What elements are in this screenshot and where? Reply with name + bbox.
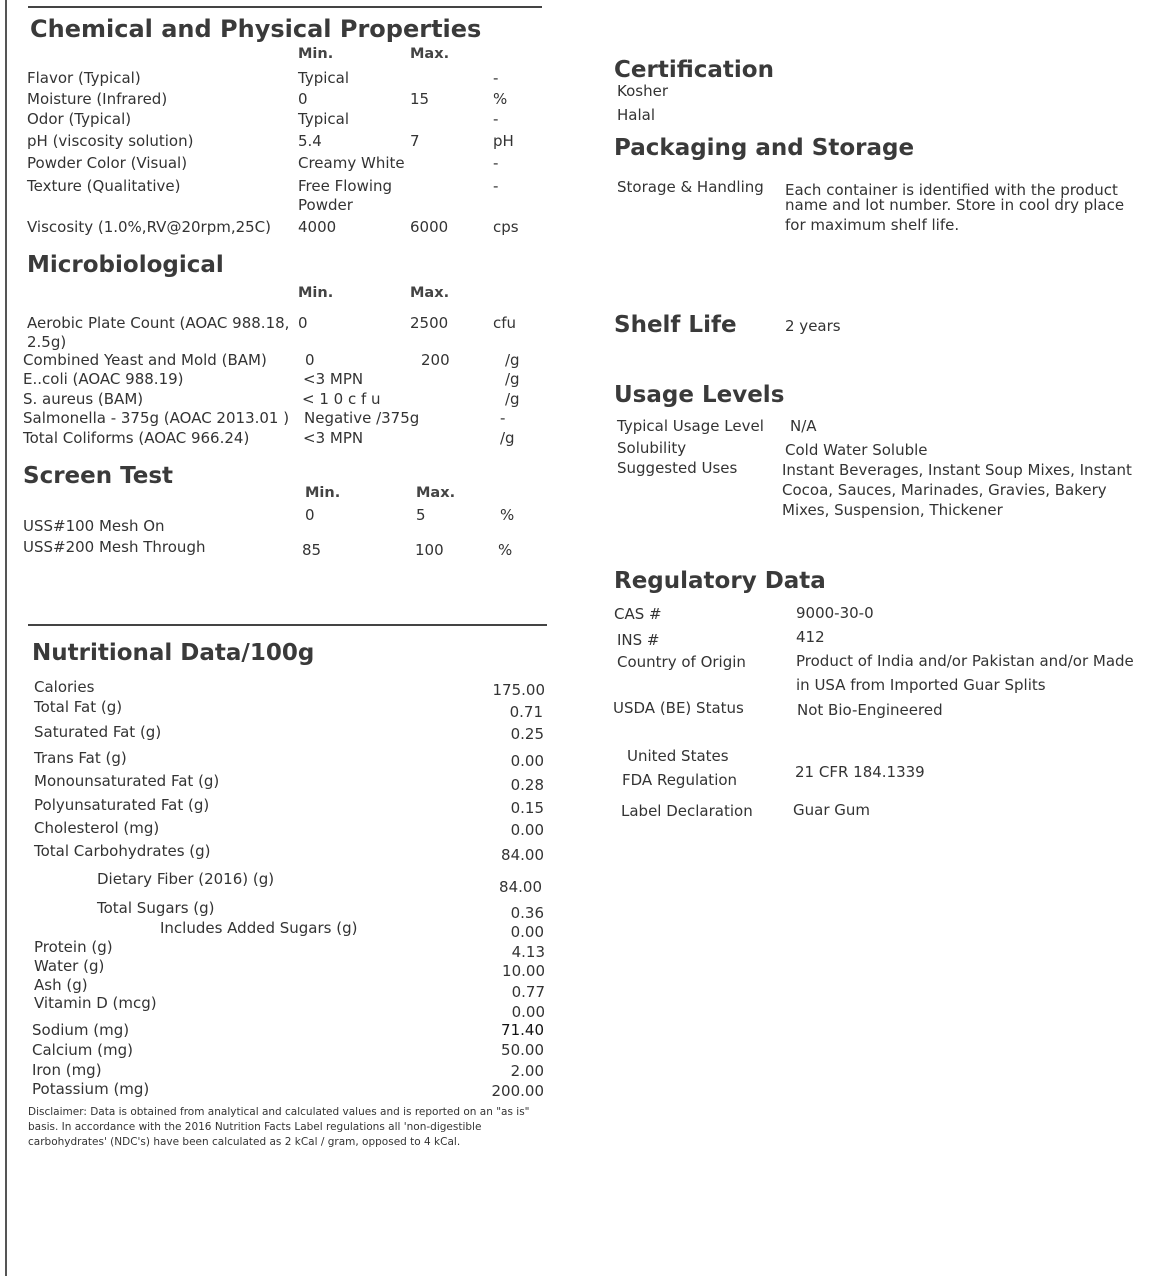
screen-row-unit: %	[498, 541, 513, 559]
chem-row-unit: -	[493, 177, 499, 195]
screen-row-min: 0	[305, 506, 315, 524]
fda-regulation-value: 21 CFR 184.1339	[795, 763, 925, 781]
nutrition-row-name: Cholesterol (mg)	[34, 819, 160, 837]
chem-section-title: Chemical and Physical Properties	[30, 15, 482, 43]
chem-row-unit: cps	[493, 218, 519, 236]
cas-label: CAS #	[614, 605, 662, 623]
solubility-value: Cold Water Soluble	[785, 441, 928, 459]
nutrition-row-name: Total Sugars (g)	[97, 899, 215, 917]
ins-value: 412	[796, 628, 825, 646]
chem-row-min: Free Flowing	[298, 177, 393, 195]
micro-row-min: Negative /375g	[304, 409, 420, 427]
chem-row-min: 5.4	[298, 132, 322, 150]
typical-usage-value: N/A	[790, 417, 817, 435]
nutrition-row-value: 0.00	[510, 821, 544, 839]
nutrition-row-value: 84.00	[501, 846, 544, 864]
usage-levels-title: Usage Levels	[614, 382, 785, 408]
nutrition-row-name: Total Fat (g)	[34, 698, 123, 716]
nutrition-row-value: 71.40	[501, 1021, 544, 1039]
nutrition-row-value: 0.00	[510, 923, 544, 941]
nutrition-row-value: 4.13	[511, 943, 545, 961]
micro-row-unit: /g	[505, 351, 520, 369]
chem-row-name: Texture (Qualitative)	[27, 177, 181, 195]
top-divider	[28, 6, 542, 8]
packaging-title: Packaging and Storage	[614, 135, 915, 161]
nutrition-disclaimer: Disclaimer: Data is obtained from analytical and calculated values and is reported on an "as is" basis. In accordance with the 2016 Nutrition Facts Label regulations all 'non-digestible carbohydrates' (NDC's) have been calculated as 2 kCal / gram, opposed to 4 kCal.	[28, 1106, 530, 1148]
fda-regulation-label: FDA Regulation	[622, 771, 738, 789]
label-declaration-value: Guar Gum	[793, 801, 870, 819]
nutrition-row-name: Saturated Fat (g)	[34, 723, 162, 741]
nutrition-row-value: 0.77	[511, 983, 545, 1001]
shelf-life-title: Shelf Life	[614, 312, 737, 338]
certification-item: Kosher	[617, 82, 668, 100]
screen-row-name: USS#100 Mesh On	[23, 517, 165, 535]
chem-row-name: Moisture (Infrared)	[27, 90, 168, 108]
nutrition-row-value: 175.00	[492, 681, 545, 699]
micro-row-name: Salmonella - 375g (AOAC 2013.01 )	[23, 409, 290, 427]
nutrition-row-value: 0.36	[510, 904, 544, 922]
nutrition-row-name: Calories	[34, 678, 95, 696]
nutrition-row-value: 0.00	[511, 1003, 545, 1021]
micro-max-header: Max.	[410, 285, 450, 301]
chem-row-min-cont: Powder	[298, 196, 353, 214]
label-declaration-label: Label Declaration	[621, 802, 753, 820]
micro-row-unit: /g	[500, 429, 515, 447]
micro-row-min: <3 MPN	[303, 429, 364, 447]
micro-section-title: Microbiological	[27, 252, 224, 278]
nutrition-row-value: 2.00	[510, 1062, 544, 1080]
suggested-uses-text: Mixes, Suspension, Thickener	[782, 501, 1003, 519]
usda-status-value: Not Bio-Engineered	[797, 701, 943, 719]
storage-handling-text: name and lot number. Store in cool dry place	[785, 196, 1125, 214]
chem-row-max: 15	[410, 90, 430, 108]
nutrition-row-name: Sodium (mg)	[32, 1021, 130, 1039]
nutrition-section-title: Nutritional Data/100g	[32, 640, 315, 666]
nutrition-row-value: 0.25	[510, 725, 544, 743]
micro-row-min: 0	[305, 351, 315, 369]
nutrition-row-value: 0.71	[509, 703, 543, 721]
chem-row-unit: -	[493, 110, 499, 128]
shelf-life-value: 2 years	[785, 317, 841, 335]
chem-row-name: Odor (Typical)	[27, 110, 132, 128]
nutrition-row-name: Protein (g)	[34, 938, 113, 956]
chem-row-unit: -	[493, 154, 499, 172]
chem-min-header: Min.	[298, 46, 334, 62]
screen-row-name: USS#200 Mesh Through	[23, 538, 206, 556]
chem-row-name: Viscosity (1.0%,RV@20rpm,25C)	[27, 218, 272, 236]
nutrition-row-name: Water (g)	[34, 957, 105, 975]
typical-usage-label: Typical Usage Level	[617, 417, 764, 435]
nutrition-row-name: Dietary Fiber (2016) (g)	[97, 870, 275, 888]
screen-row-unit: %	[500, 506, 515, 524]
nutrition-row-value: 50.00	[501, 1041, 544, 1059]
nutrition-row-name: Potassium (mg)	[32, 1080, 150, 1098]
storage-handling-label: Storage & Handling	[617, 178, 764, 196]
chem-row-name: Powder Color (Visual)	[27, 154, 188, 172]
ins-label: INS #	[617, 631, 660, 649]
micro-row-name: Combined Yeast and Mold (BAM)	[23, 351, 267, 369]
chem-row-min: 4000	[298, 218, 337, 236]
storage-handling-text: for maximum shelf life.	[785, 216, 960, 234]
screen-row-max: 5	[416, 506, 426, 524]
micro-row-name-cont: 2.5g)	[27, 333, 67, 351]
fda-regulation-label: United States	[627, 747, 729, 765]
micro-min-header: Min.	[298, 285, 334, 301]
nutrition-row-name: Trans Fat (g)	[34, 749, 127, 767]
screen-row-max: 100	[415, 541, 444, 559]
chem-max-header: Max.	[410, 46, 450, 62]
micro-row-min: 0	[298, 314, 308, 332]
suggested-uses-text: Instant Beverages, Instant Soup Mixes, Instant	[782, 461, 1132, 479]
solubility-label: Solubility	[617, 439, 687, 457]
country-origin-value: Product of India and/or Pakistan and/or Made	[796, 652, 1134, 670]
nutrition-row-name: Calcium (mg)	[32, 1041, 133, 1059]
micro-row-name: Aerobic Plate Count (AOAC 988.18,	[27, 314, 290, 332]
chem-row-unit: -	[493, 69, 499, 87]
screen-section-title: Screen Test	[23, 463, 174, 489]
micro-row-min: < 1 0 c f u	[302, 390, 381, 408]
nutrition-row-name: Total Carbohydrates (g)	[34, 842, 211, 860]
micro-row-unit: cfu	[493, 314, 517, 332]
usda-status-label: USDA (BE) Status	[613, 699, 744, 717]
nutrition-row-value: 0.00	[510, 752, 544, 770]
cas-value: 9000-30-0	[796, 604, 874, 622]
chem-row-max: 7	[410, 132, 420, 150]
country-origin-label: Country of Origin	[617, 653, 746, 671]
chem-row-name: pH (viscosity solution)	[27, 132, 194, 150]
regulatory-title: Regulatory Data	[614, 568, 826, 594]
micro-row-unit: /g	[505, 390, 520, 408]
nutrition-row-name: Ash (g)	[34, 976, 88, 994]
nutrition-row-value: 200.00	[491, 1082, 544, 1100]
chem-row-unit: %	[493, 90, 508, 108]
chem-row-name: Flavor (Typical)	[27, 69, 141, 87]
storage-handling-text: Each container is identified with the product	[785, 181, 1118, 199]
nutrition-row-value: 10.00	[502, 962, 545, 980]
micro-row-name: S. aureus (BAM)	[23, 390, 144, 408]
chem-row-min: 0	[298, 90, 308, 108]
suggested-uses-label: Suggested Uses	[617, 459, 738, 477]
nutrition-row-name: Polyunsaturated Fat (g)	[34, 796, 210, 814]
micro-row-name: E..coli (AOAC 988.19)	[23, 370, 184, 388]
chem-row-unit: pH	[493, 132, 514, 150]
country-origin-value: in USA from Imported Guar Splits	[796, 676, 1046, 694]
nutrition-row-name: Monounsaturated Fat (g)	[34, 772, 220, 790]
nutrition-row-name: Iron (mg)	[32, 1061, 102, 1079]
nutrition-row-value: 84.00	[499, 878, 542, 896]
nutrition-row-value: 0.28	[510, 776, 544, 794]
chem-row-min: Typical	[298, 110, 349, 128]
certification-title: Certification	[614, 57, 774, 83]
chem-row-min: Creamy White	[298, 154, 405, 172]
micro-row-unit: /g	[505, 370, 520, 388]
chem-row-min: Typical	[298, 69, 349, 87]
screen-row-min: 85	[302, 541, 322, 559]
left-border-line	[5, 0, 7, 1276]
micro-row-name: Total Coliforms (AOAC 966.24)	[23, 429, 250, 447]
micro-row-max: 2500	[410, 314, 449, 332]
micro-row-unit: -	[500, 409, 506, 427]
chem-row-max: 6000	[410, 218, 449, 236]
certification-item: Halal	[617, 106, 655, 124]
suggested-uses-text: Cocoa, Sauces, Marinades, Gravies, Bakery	[782, 481, 1107, 499]
nutrition-row-name: Includes Added Sugars (g)	[160, 919, 358, 937]
micro-row-max: 200	[421, 351, 450, 369]
micro-row-min: <3 MPN	[303, 370, 364, 388]
screen-min-header: Min.	[305, 485, 341, 501]
nutrition-row-value: 0.15	[510, 799, 544, 817]
screen-max-header: Max.	[416, 485, 456, 501]
nutrition-divider	[28, 624, 547, 626]
nutrition-row-name: Vitamin D (mcg)	[34, 994, 157, 1012]
